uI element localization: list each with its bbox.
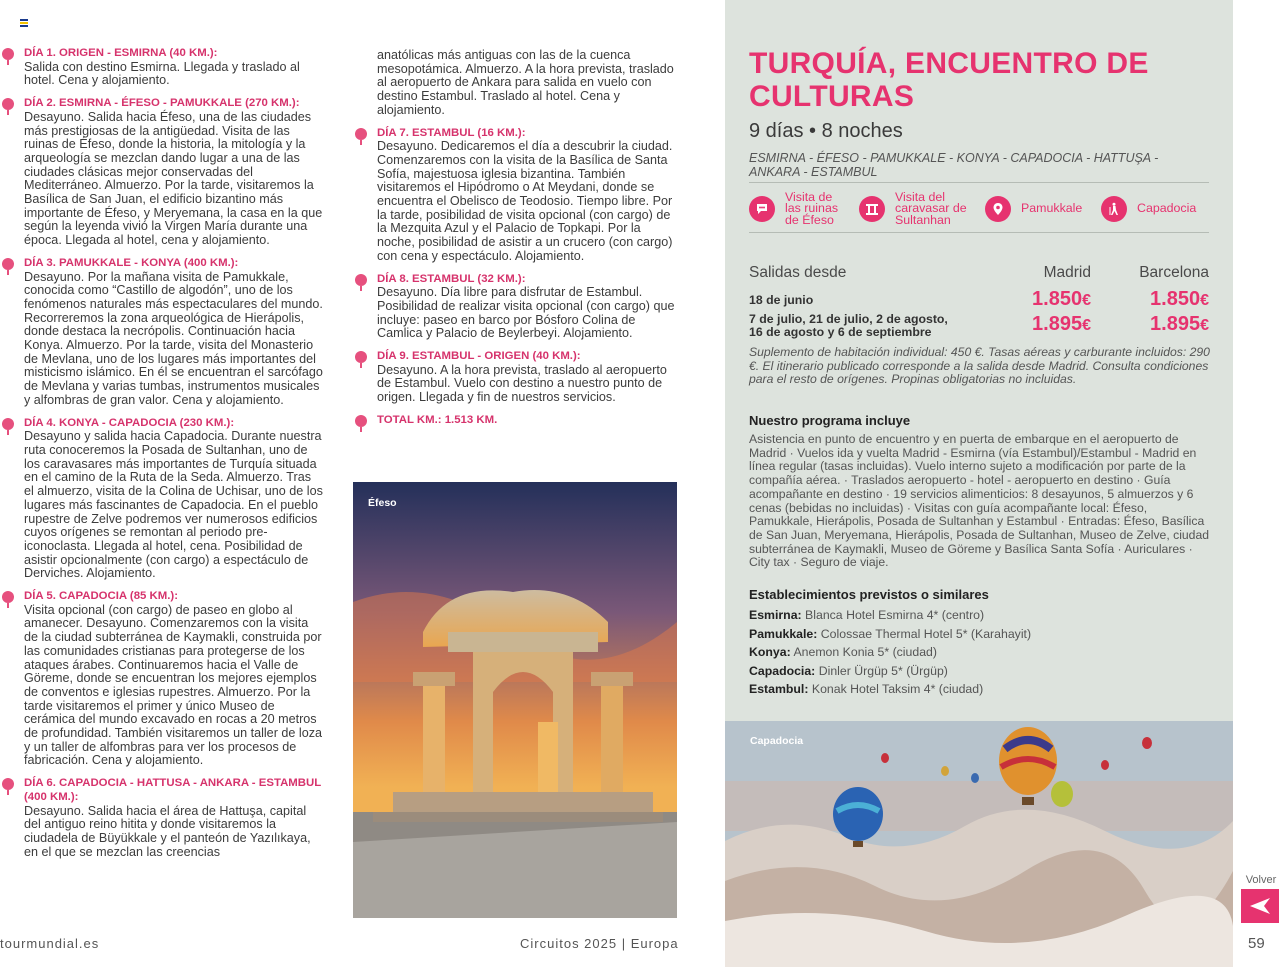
bullet-dot-icon: [355, 351, 367, 363]
photo-capadocia: [725, 721, 1233, 967]
bullet-dot-icon: [2, 48, 14, 60]
day-heading: DÍA 4. KONYA - CAPADOCIA (230 KM.):: [24, 416, 235, 429]
trip-duration: 9 días • 8 noches: [749, 120, 903, 142]
hotel-item: Konya: Anemon Konia 5* (ciudad): [749, 645, 937, 659]
trip-highlights: [749, 189, 1209, 227]
bullet-dot-icon: [355, 274, 367, 286]
price-barcelona: 1.850€: [1150, 288, 1209, 310]
bullet-dot-icon: [2, 778, 14, 790]
divider: [749, 182, 1209, 183]
itinerary-day: [377, 273, 677, 342]
day-text: Visita opcional (con cargo) de paseo en globo al amanecer. Desayuno. Comenzaremos con la visita de la ciudad subterránea de Kaymakli, construida por las comunidades cristianas para protegerse de los ataques árabes. Continuaremos hacia el Valle de Göreme, donde se encuentran los mejores ejemplos de conventos e iglesias rupestres. Almuerzo. Por la tarde visitaremos el primer y único Museo de cerámica del mundo excavado en rocas a 20 metros de profundidad. También visitaremos un taller de loza y un taller de alfombras para ver los procesos de fabricación. Cena y alojamiento.: [24, 602, 322, 768]
total-km: [377, 414, 677, 428]
day-text: Desayuno. Día libre para disfrutar de Estambul. Posibilidad de realizar visita opcional (con cargo) que incluye: paseo en barco por Bósforo Colina de Camlica y Palacio de Beylerbeyi. Alojamiento.: [377, 285, 675, 341]
column-ruin-icon: [859, 196, 885, 222]
efeso-ruins-illustration: [353, 482, 677, 918]
footer-section: Circuitos 2025 | Europa: [520, 936, 679, 951]
itinerary-day: [24, 47, 324, 88]
price-table: [749, 264, 1209, 343]
day-text: Desayuno. Por la mañana visita de Pamukkale, conocida como “Castillo de algodón”, uno de los fenómenos naturales más espectaculares del mundo. Recorreremos la zona arqueológica de Hierápolis, donde destaca la necrópolis. Continuación hacia Konya. Almuerzo. Por la tarde, visita del Monasterio de Mevlana, uno de los lugares más importantes del misticismo islámico. En él se encuentran el sarcófago de Mevlana y varias tumbas, instrumentos musicales y alfombras de gran valor. Cena y alojamiento.: [24, 269, 323, 407]
price-madrid: 1.895€: [1032, 313, 1091, 335]
day-heading: DÍA 5. CAPADOCIA (85 KM.):: [24, 590, 178, 603]
price-note: Suplemento de habitación individual: 450 €. Tasas aéreas y carburante incluidos: 290 €. El itinerario publicado corresponde a la salida desde Madrid. Consulta condiciones para el resto de orígenes. Propinas obligatorias no incluidas.: [749, 345, 1210, 387]
day-text: Desayuno y salida hacia Capadocia. Durante nuestra ruta conoceremos la Posada de Sultanhan, uno de los caravasares más importantes de Turquía situada en el camino de la Ruta de la Seda. Almuerzo. Tras el almuerzo, visita de la Colina de Uchisar, uno de los lugares más fascinantes de Capadocia. En el pueblo rupestre de Zelve podremos ver numerosos edificios cuyos orígenes se remontan al periodo pre-iconoclasta. Llegada al hotel, cena. Posibilidad de asistir opcionalmente (con cargo) a espectáculo de Derviches. Alojamiento.: [24, 429, 323, 581]
bullet-dot-icon: [355, 415, 367, 427]
footer-site[interactable]: tourmundial.es: [0, 936, 100, 951]
day-text: anatólicas más antiguas con las de la cuenca mesopotámica. Almuerzo. A la hora prevista, traslado al aeropuerto de Ankara para salida en vuelo con destino Estambul. Traslado al hotel. Cena y alojamiento.: [377, 48, 674, 117]
day-heading: DÍA 8. ESTAMBUL (32 KM.):: [377, 272, 526, 285]
day-text: Desayuno. A la hora prevista, traslado al aeropuerto de Estambul. Vuelo con destino a nuestro punto de origen. Llegada y fin de nuestros servicios.: [377, 362, 667, 405]
trip-route: ESMIRNA - ÉFESO - PAMUKKALE - KONYA - CAPADOCIA - HATTUŞA - ANKARA - ESTAMBUL: [749, 151, 1159, 179]
hiker-icon: [1101, 196, 1127, 222]
hotel-item: Pamukkale: Colossae Thermal Hotel 5* (Karahayit): [749, 626, 1032, 641]
hotel-item: Capadocia: Dinler Ürgüp 5* (Ürgüp): [749, 663, 948, 678]
day-text: Salida con destino Esmirna. Llegada y traslado al hotel. Cena y alojamiento.: [24, 59, 300, 88]
capadocia-balloons-illustration: [725, 721, 1233, 967]
itinerary-day: [24, 257, 324, 408]
itinerary-day: [24, 97, 324, 248]
price-row: [749, 288, 1209, 313]
hotel-item: Esmirna: Blanca Hotel Esmirna 4* (centro): [749, 608, 985, 622]
program-text: Asistencia en punto de encuentro y en puerta de embarque en el aeropuerto de Madrid · Vuelos ida y vuelta Madrid - Esmirna (vía Estambul)/Estambul - Madrid en línea regular (tasas incluidas). Vuelo interno sujeto a modificación por parte de la compañía aérea. · Traslados aeropuerto - hotel - aeropuerto en destino · Guía acompañante en destino · 19 servicios alimenticios: 8 desayunos, 5 almuerzos y 6 cenas (bebidas no incluidas) · Visitas con guía acompañante local: Éfeso, Pamukkale, Hierápolis, Posada de Sultanhan y Estambul · Entradas: Éfeso, Basílica de San Juan, Meryemana, Hierápolis, Posada de Sultanhan, Museo de Zelve, ciudad subterránea de Kaymakli, Museo de Göreme y Basílica Santa Sofía · Auriculares · City tax · Seguro de viaje.: [749, 432, 1210, 570]
photo-caption: Capadocia: [750, 735, 804, 747]
day-text: Desayuno. Salida hacia el área de Hattuşa, capital del antiguo reino hitita y donde visitaremos la ciudadela de Büyükkale y el panteón de Yazılıkaya, en el que se mezclan las creencias: [24, 803, 311, 859]
highlight-item: [749, 189, 839, 227]
highlight-item: [859, 189, 967, 227]
hotels-list: [749, 606, 1031, 699]
itinerary-day-continued: [377, 49, 677, 118]
itinerary-day: [377, 350, 677, 405]
price-barcelona: 1.895€: [1150, 313, 1209, 335]
hotels-heading: Establecimientos previstos o similares: [749, 587, 989, 602]
bullet-dot-icon: [2, 418, 14, 430]
itinerary-day: [377, 127, 677, 264]
map-pin-icon: [985, 196, 1011, 222]
itinerary-column-2: [377, 49, 677, 437]
day-text: Desayuno. Salida hacia Éfeso, una de las ciudades más prestigiosas de la antigüedad. Visita de las ruinas de Éfeso, donde la historia, la mitología y la arqueología se mezclan dando lugar a una de las ciudades clásicas mejor conservadas del Mediterráneo. Almuerzo. Por la tarde, visitaremos la Basílica de San Juan, el edificio bizantino más importante de Éfeso, y Meryemana, la casa en la que según la leyenda vivió la Virgen María durante una época. Llegada al hotel, cena y alojamiento.: [24, 109, 323, 248]
day-heading: DÍA 6. CAPADOCIA - HATTUSA - ANKARA - ESTAMBUL (400 KM.):: [24, 777, 321, 803]
itinerary-day: [24, 417, 324, 581]
trip-title: TURQUÍA, ENCUENTRO DE CULTURAS: [749, 47, 1149, 113]
day-heading: DÍA 9. ESTAMBUL - ORIGEN (40 KM.):: [377, 350, 581, 363]
price-header-label: Salidas desde: [749, 264, 847, 281]
back-button[interactable]: [1241, 889, 1279, 923]
highlight-item: [1101, 192, 1196, 226]
day-heading: DÍA 3. PAMUKKALE - KONYA (400 KM.):: [24, 256, 239, 269]
highlight-label: Pamukkale: [1021, 201, 1083, 216]
price-col-barcelona: Barcelona: [1139, 264, 1209, 281]
highlight-item: [985, 192, 1082, 226]
day-heading: DÍA 2. ESMIRNA - ÉFESO - PAMUKKALE (270 KM.):: [24, 97, 300, 110]
highlight-label: Visita del caravasar de Sultanhan: [895, 189, 967, 227]
back-label[interactable]: Volver: [1245, 874, 1277, 886]
bullet-dot-icon: [355, 128, 367, 140]
photo-efeso: [353, 482, 677, 918]
language-flag-icon[interactable]: [20, 19, 28, 27]
speech-bubble-icon: [749, 196, 775, 222]
price-row: [749, 313, 1209, 343]
bullet-dot-icon: [2, 591, 14, 603]
price-table-header: [749, 264, 1209, 286]
itinerary-column-1: [24, 47, 324, 868]
day-heading: DÍA 1. ORIGEN - ESMIRNA (40 KM.):: [24, 47, 218, 59]
back-arrow-icon: [1249, 897, 1271, 915]
divider: [749, 232, 1209, 233]
price-dates: 7 de julio, 21 de julio, 2 de agosto, 16 de agosto y 6 de septiembre: [749, 312, 948, 339]
program-heading: Nuestro programa incluye: [749, 413, 911, 428]
highlight-label: Visita de las ruinas de Éfeso: [785, 189, 839, 227]
back-button-group[interactable]: [1241, 874, 1280, 923]
itinerary-day: [24, 777, 324, 859]
photo-caption: Éfeso: [368, 497, 397, 509]
page-number: 59: [1248, 935, 1265, 952]
total-km-text: TOTAL KM.: 1.513 KM.: [377, 413, 498, 426]
highlight-label: Capadocia: [1137, 201, 1197, 216]
price-col-madrid: Madrid: [1043, 264, 1091, 281]
bullet-dot-icon: [2, 98, 14, 110]
bullet-dot-icon: [2, 258, 14, 270]
day-heading: DÍA 7. ESTAMBUL (16 KM.):: [377, 126, 526, 139]
day-text: Desayuno. Dedicaremos el día a descubrir la ciudad. Comenzaremos con la visita de la Basílica de Santa Sofía, majestuosa iglesia bizantina. También visitaremos el Hipódromo o At Meydani, donde se encuentra el Obelisco de Teodosio. Tiempo libre. Por la tarde, posibilidad de visita opcional (con cargo) de la Mezquita Azul y el Palacio de Topkapi. Por la noche, posibilidad de asistir a un crucero (con cargo) con cena y espectáculo. Alojamiento.: [377, 139, 673, 263]
price-madrid: 1.850€: [1032, 288, 1091, 310]
hotel-item: Estambul: Konak Hotel Taksim 4* (ciudad): [749, 682, 984, 696]
itinerary-day: [24, 590, 324, 768]
price-dates: 18 de junio: [749, 293, 814, 307]
